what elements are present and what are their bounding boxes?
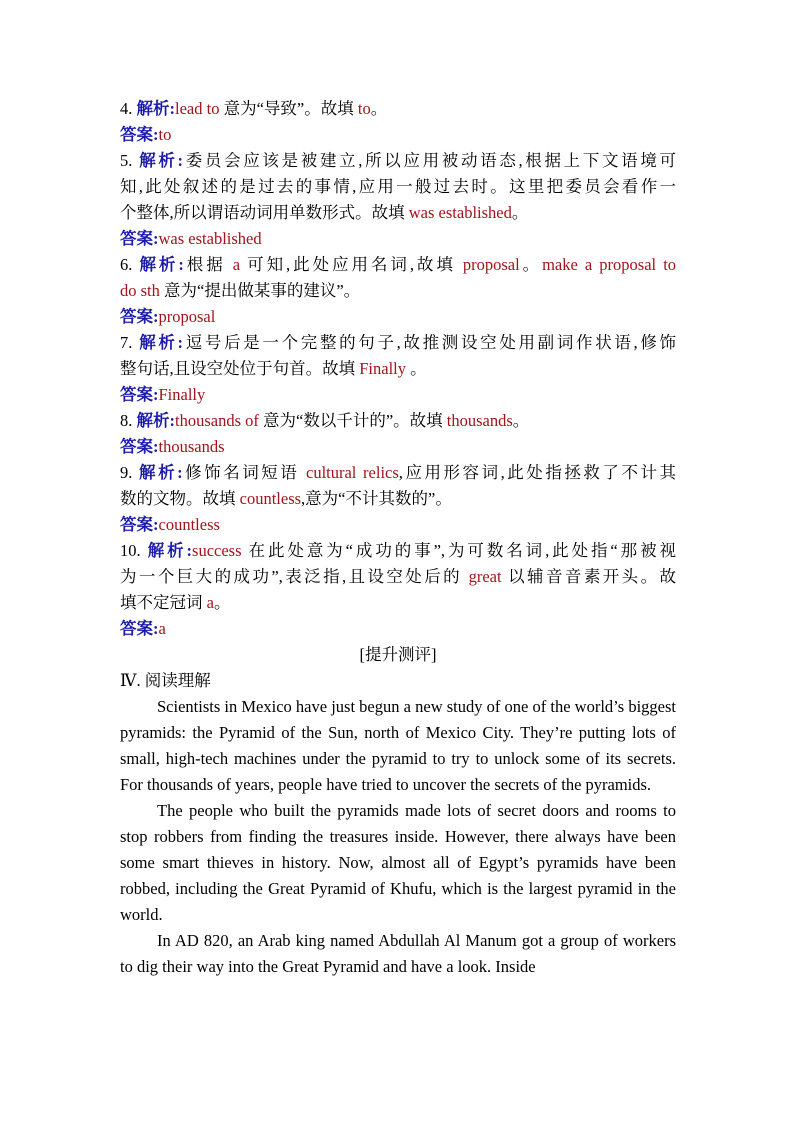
answer-value: to	[158, 125, 172, 144]
reading-paragraph: In AD 820, an Arab king named Abdullah Al Manum got a group of workers to dig their way into the Great Pyramid and have a look. Inside	[120, 931, 676, 976]
chinese-text: 以辅音音素开头。故	[501, 567, 677, 586]
analysis-label: 解析:	[136, 411, 175, 430]
item-number: 7.	[120, 333, 140, 352]
answer-label: 答案:	[120, 515, 159, 534]
analysis-label: 解析:	[139, 333, 184, 352]
chinese-text: 根据	[183, 255, 233, 274]
chinese-text: 。	[370, 99, 388, 118]
chinese-text: 委员会应该是被建立,所以应用被动语态,根据上下文语境可	[183, 151, 677, 170]
english-term: countless	[239, 489, 302, 508]
chinese-text: ,应用形容词,此处指拯救了不计其	[398, 463, 677, 482]
answer-item	[120, 538, 676, 642]
answer-line	[120, 226, 676, 252]
analysis-label: 解析:	[136, 99, 175, 118]
english-term: success	[192, 541, 242, 560]
analysis-line	[120, 460, 676, 486]
item-number: 9.	[120, 463, 140, 482]
answer-label: 答案:	[120, 229, 159, 248]
chinese-text: 逗号后是一个完整的句子,故推测设空处用副词作状语,修饰	[183, 333, 677, 352]
analysis-line	[120, 486, 676, 512]
answer-item	[120, 148, 676, 252]
english-term: thousands of	[175, 411, 263, 430]
answer-label: 答案:	[120, 307, 159, 326]
chinese-text: 。	[406, 359, 427, 378]
chinese-text: 为一个巨大的成功”,表泛指,且设空处后的	[120, 567, 469, 586]
english-term: thousands	[446, 411, 513, 430]
section-title: [提升测评]	[359, 645, 437, 664]
answer-value: a	[158, 619, 166, 638]
item-number: 8.	[120, 411, 137, 430]
english-term: do sth	[120, 281, 160, 300]
item-number: 5.	[120, 151, 140, 170]
answer-line	[120, 434, 676, 460]
answer-item	[120, 460, 676, 538]
chinese-text: 填不定冠词	[120, 593, 207, 612]
analysis-line	[120, 590, 676, 616]
analysis-label: 解析:	[139, 255, 184, 274]
chinese-text: 。	[213, 593, 231, 612]
answer-item	[120, 330, 676, 408]
analysis-line	[120, 356, 676, 382]
english-term: cultural relics	[306, 463, 399, 482]
english-term: make a proposal to	[542, 255, 677, 274]
analysis-label: 解析:	[147, 541, 193, 560]
analysis-line	[120, 252, 676, 278]
chinese-text: 修饰名词短语	[182, 463, 306, 482]
answer-item	[120, 252, 676, 330]
chinese-text: 。	[512, 411, 530, 430]
analysis-line	[120, 408, 676, 434]
answer-item	[120, 96, 676, 148]
chinese-text: 。	[519, 255, 543, 274]
answer-label: 答案:	[120, 437, 159, 456]
reading-paragraph: Scientists in Mexico have just begun a new study of one of the world’s biggest pyramids: the Pyramid of the Sun, north of Mexico City. They’re putting lots of small, high-tech machines under the pyramid to try to unlock some of its secrets. For thousands of years, people have tried to uncover the secrets of the pyramids.	[120, 697, 676, 794]
analysis-line	[120, 200, 676, 226]
analysis-line	[120, 538, 676, 564]
chinese-text: 。	[511, 203, 529, 222]
reading-paragraph: The people who built the pyramids made lots of secret doors and rooms to stop robbers from finding the treasures inside. However, there always have been some smart thieves in history. Now, almost all of Egypt’s pyramids have been robbed, including the Great Pyramid of Khufu, which is the largest pyramid in the world.	[120, 801, 676, 924]
chinese-text: 数的文物。故填	[120, 489, 240, 508]
chinese-text: 意为“导致”。故填	[223, 99, 358, 118]
chinese-text: ,意为“不计其数的”。	[301, 489, 452, 508]
chinese-text: 整句话,且设空处位于句首。故填	[120, 359, 360, 378]
chinese-text: 知,此处叙述的是过去的事情,应用一般过去时。这里把委员会看作一	[120, 177, 676, 196]
analysis-line	[120, 174, 676, 200]
answer-line	[120, 122, 676, 148]
chinese-text: 个整体,所以谓语动词用单数形式。故填	[120, 203, 409, 222]
english-term: was established	[408, 203, 512, 222]
answer-value: proposal	[158, 307, 216, 326]
english-term: proposal	[462, 255, 520, 274]
answer-line	[120, 616, 676, 642]
analysis-line	[120, 96, 676, 122]
answer-key-content	[120, 96, 676, 980]
english-term: to	[357, 99, 371, 118]
analysis-line	[120, 330, 676, 356]
analysis-line	[120, 564, 676, 590]
answer-value: thousands	[158, 437, 225, 456]
answer-item	[120, 408, 676, 460]
english-term: lead to	[175, 99, 224, 118]
answer-label: 答案:	[120, 619, 159, 638]
analysis-line	[120, 148, 676, 174]
chinese-text: 意为“提出做某事的建议”。	[159, 281, 361, 300]
english-term: a	[232, 255, 241, 274]
answer-value: Finally	[158, 385, 206, 404]
answer-label: 答案:	[120, 125, 159, 144]
chinese-text: 可知,此处应用名词,故填	[240, 255, 463, 274]
chinese-text: 意为“数以千计的”。故填	[263, 411, 447, 430]
english-term: a	[206, 593, 214, 612]
item-number: 10.	[120, 541, 148, 560]
answer-line	[120, 382, 676, 408]
answer-label: 答案:	[120, 385, 159, 404]
english-term: great	[468, 567, 502, 586]
item-number: 4.	[120, 99, 137, 118]
reading-section-heading: Ⅳ. 阅读理解	[120, 671, 211, 690]
answer-line	[120, 512, 676, 538]
english-term: Finally	[359, 359, 407, 378]
chinese-text: 在此处意为“成功的事”,为可数名词,此处指“那被视	[241, 541, 676, 560]
answer-line	[120, 304, 676, 330]
analysis-line	[120, 278, 676, 304]
analysis-label: 解析:	[139, 463, 183, 482]
analysis-label: 解析:	[139, 151, 184, 170]
item-number: 6.	[120, 255, 140, 274]
answer-value: countless	[158, 515, 220, 534]
answer-value: was established	[158, 229, 262, 248]
